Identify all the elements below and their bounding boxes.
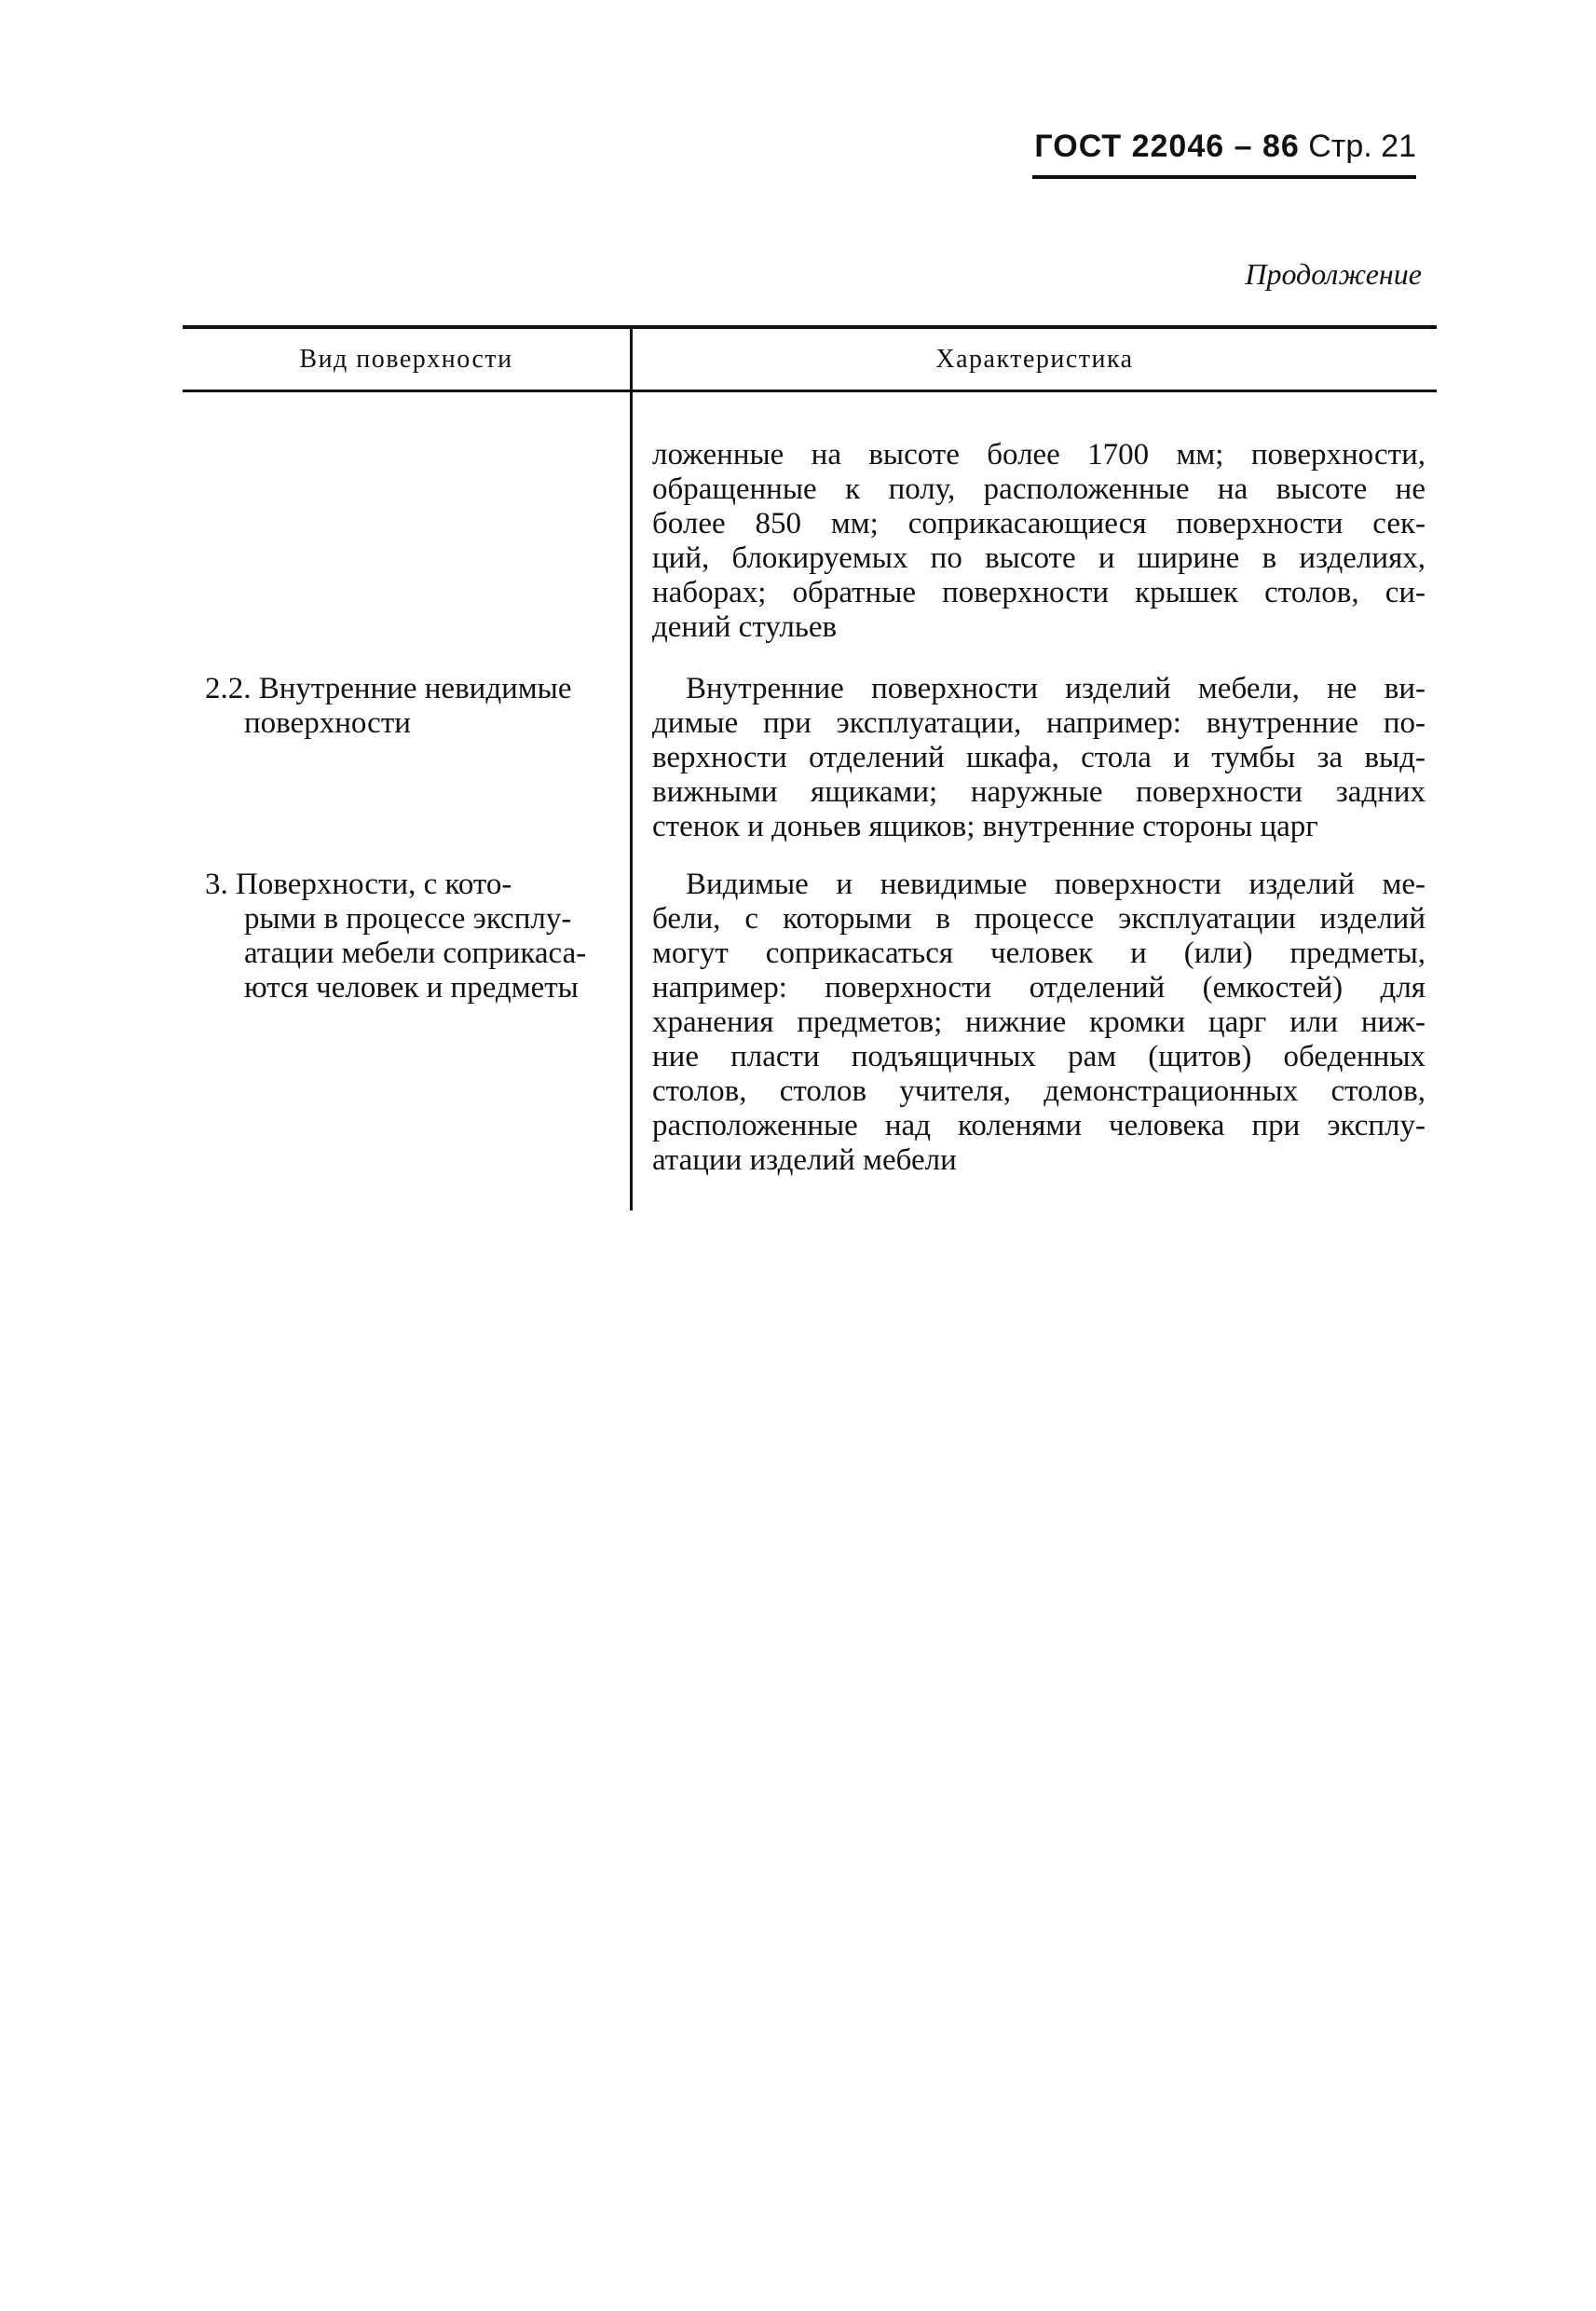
description-line: ций, блокируемых по высоте и ширине в изделиях, (652, 541, 1425, 575)
table-row-1-description (652, 672, 1425, 844)
description-line: обращенные к полу, расположенные на высоте не (652, 472, 1425, 506)
surface-line: поверхности (244, 706, 411, 740)
surface-line: 3. Поверхности, с кото- (205, 868, 512, 901)
surface-line: 2.2. Внутренние невидимые (205, 672, 572, 705)
description-line: дений стульев (652, 610, 838, 644)
header-rule (1032, 175, 1416, 179)
description-line: наборах; обратные поверхности крышек столов, си- (652, 576, 1425, 609)
column-header-surface-type: Вид поверхности (299, 345, 513, 374)
description-line: более 850 мм; соприкасающиеся поверхности сек- (652, 507, 1425, 540)
description-line: ние пласти подъящичных рам (щитов) обеденных (652, 1040, 1425, 1073)
standard-number: ГОСТ 22046 – 86 (1034, 129, 1300, 164)
page-header (1025, 129, 1416, 165)
description-line: Внутренние поверхности изделий мебели, не ви- (686, 672, 1425, 705)
page-number: Стр. 21 (1308, 129, 1416, 164)
description-line: атации изделий мебели (652, 1143, 957, 1177)
table-row-1-surface (205, 672, 624, 741)
table-row-2-description (652, 868, 1425, 1178)
description-line: вижными ящиками; наружные поверхности задних (652, 775, 1425, 809)
surface-line: ются человек и предметы (244, 971, 579, 1005)
description-line: могут соприкасаться человек и (или) предметы, (652, 937, 1425, 970)
description-line: бели, с которыми в процессе эксплуатации изделий (652, 902, 1425, 936)
description-line: ложенные на высоте более 1700 мм; поверхности, (652, 438, 1425, 472)
surface-line: атации мебели соприкаса- (244, 937, 587, 970)
surface-line: рыми в процессе эксплу- (244, 902, 572, 936)
column-header-characteristic: Характеристика (935, 345, 1134, 374)
description-line: верхности отделений шкафа, стола и тумбы за выд- (652, 741, 1425, 774)
table-row-2-surface (205, 868, 624, 1005)
description-line: Видимые и невидимые поверхности изделий ме- (686, 868, 1425, 901)
description-line: стенок и доньев ящиков; внутренние стороны царг (652, 810, 1318, 843)
description-line: например: поверхности отделений (емкостей) для (652, 971, 1425, 1005)
table-top-rule (183, 325, 1437, 329)
description-line: димые при эксплуатации, например: внутренние по- (652, 706, 1425, 740)
continuation-label: Продолжение (1245, 257, 1422, 291)
description-line: расположенные над коленями человека при эксплу- (652, 1109, 1425, 1142)
description-line: хранения предметов; нижние кромки царг или ниж- (652, 1005, 1425, 1039)
column-divider (630, 325, 633, 1210)
description-line: столов, столов учителя, демонстрационных столов, (652, 1074, 1425, 1108)
table-row-0-description (652, 438, 1425, 645)
table-header-rule (183, 390, 1437, 392)
